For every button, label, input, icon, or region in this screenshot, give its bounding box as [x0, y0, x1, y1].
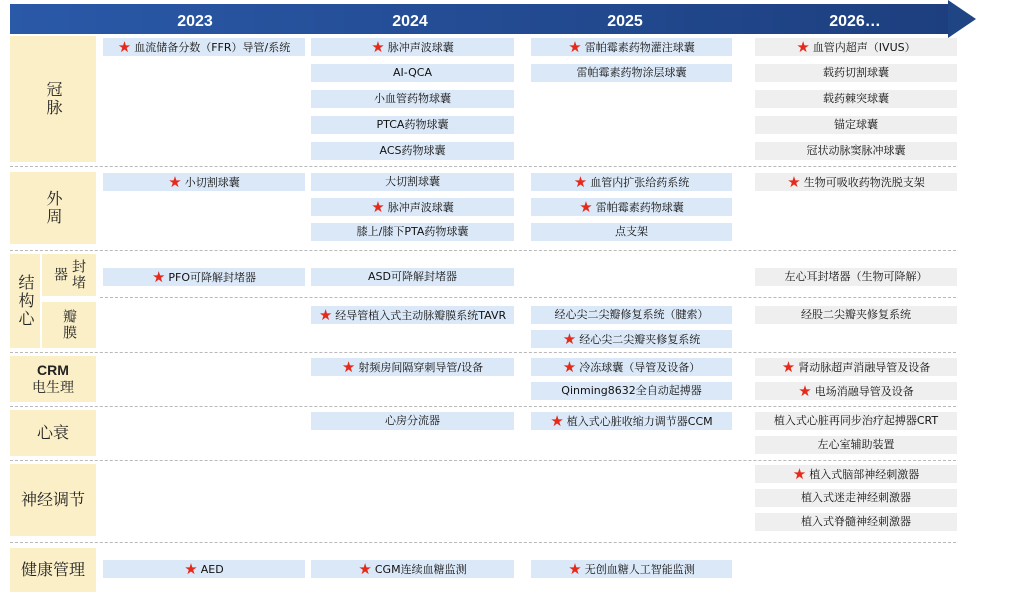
row-divider [10, 352, 956, 353]
star-icon: ★ [318, 306, 333, 324]
year-label-2026: 2026… [829, 13, 881, 30]
roadmap-item [531, 306, 732, 324]
roadmap-item-label: 植入式脊髓神经刺激器 [801, 515, 911, 528]
star-icon: ★ [371, 198, 385, 216]
row-divider [10, 542, 956, 543]
roadmap-item-label: Qinming8632全自动起搏器 [561, 384, 702, 397]
category-crm-subtitle: 电生理 [32, 380, 74, 396]
row-divider [10, 406, 956, 407]
roadmap-item [311, 223, 514, 241]
category-structural-heart: 结构心 [10, 254, 40, 348]
star-icon: ★ [550, 412, 564, 430]
roadmap-item [311, 306, 514, 324]
roadmap-item-label: 小血管药物球囊 [374, 92, 451, 105]
roadmap-item [755, 465, 957, 483]
star-icon: ★ [573, 173, 588, 191]
row-divider [10, 460, 956, 461]
roadmap-item [103, 268, 305, 286]
roadmap-item-label: 血管内扩张给药系统 [590, 176, 690, 189]
category-health-management: 健康管理 [10, 548, 96, 592]
roadmap-item [755, 412, 957, 430]
roadmap-item [755, 64, 957, 82]
roadmap-item [311, 198, 514, 216]
roadmap-item [103, 173, 305, 191]
roadmap-item [755, 306, 957, 324]
roadmap-item [311, 142, 514, 160]
roadmap-item-label: 植入式脑部神经刺激器 [809, 468, 920, 481]
star-icon: ★ [562, 330, 577, 348]
roadmap-item [311, 90, 514, 108]
roadmap-item-label: 心房分流器 [385, 414, 440, 427]
star-icon: ★ [568, 38, 582, 56]
star-icon: ★ [787, 173, 801, 191]
category-peripheral: 外周 [10, 172, 96, 244]
roadmap-item [531, 173, 732, 191]
category-neuromodulation: 神经调节 [10, 464, 96, 536]
star-icon: ★ [798, 382, 812, 400]
star-icon: ★ [781, 358, 796, 376]
roadmap-item-label: 冷冻球囊（导管及设备） [579, 361, 701, 374]
roadmap-item-label: AED [200, 563, 224, 576]
roadmap-item-label: AI-QCA [392, 66, 432, 79]
roadmap-item [755, 90, 957, 108]
roadmap-item-label: 脉冲声波球囊 [387, 201, 454, 214]
roadmap-item-label: 冠状动脉窦脉冲球囊 [806, 144, 906, 157]
roadmap-item [531, 412, 732, 430]
star-icon: ★ [792, 465, 807, 483]
roadmap-item-label: 射频房间隔穿刺导管/设备 [358, 361, 484, 374]
roadmap-item-label: 经心尖二尖瓣修复系统（腱索） [554, 308, 709, 321]
roadmap-item [755, 173, 957, 191]
roadmap-item [311, 560, 514, 578]
roadmap-item [311, 38, 514, 56]
roadmap-item-label: CGM连续血糖监测 [374, 563, 467, 576]
roadmap-item [531, 223, 732, 241]
roadmap-item-label: 左心耳封堵器（生物可降解） [784, 270, 928, 283]
roadmap-item-label: 雷帕霉素药物球囊 [595, 201, 684, 214]
timeline-arrow-icon [948, 0, 976, 38]
roadmap-item-label: 植入式心脏收缩力调节器CCM [566, 415, 713, 428]
roadmap-item-label: 血管内超声（IVUS） [812, 41, 916, 54]
roadmap-item [311, 116, 514, 134]
roadmap-item-label: 生物可吸收药物洗脱支架 [803, 176, 925, 189]
roadmap-item-label: 载药切割球囊 [823, 66, 889, 79]
category-heart-failure: 心衰 [10, 410, 96, 456]
roadmap-item [311, 173, 514, 191]
star-icon: ★ [341, 358, 356, 376]
roadmap-item-label: 经导管植入式主动脉瓣膜系统TAVR [335, 309, 507, 322]
roadmap-item [755, 116, 957, 134]
star-icon: ★ [568, 560, 582, 578]
category-crm [10, 356, 96, 402]
category-coronary: 冠脉 [10, 36, 96, 162]
roadmap-item [531, 64, 732, 82]
roadmap-item-label: 植入式迷走神经刺激器 [801, 491, 911, 504]
star-icon: ★ [579, 198, 593, 216]
year-label-2025: 2025 [607, 13, 643, 30]
category-crm-title: CRM [37, 362, 69, 378]
roadmap-item-label: 雷帕霉素药物灌注球囊 [584, 41, 695, 54]
roadmap-item-label: ASD可降解封堵器 [368, 270, 457, 283]
star-icon: ★ [562, 358, 577, 376]
roadmap-item [755, 142, 957, 160]
category-occluder: 封堵器 [42, 254, 96, 296]
roadmap-item [531, 198, 732, 216]
roadmap-item [531, 38, 732, 56]
roadmap-item [755, 382, 957, 400]
roadmap-item-label: 肾动脉超声消融导管及设备 [798, 361, 931, 374]
roadmap-item-label: 载药棘突球囊 [823, 92, 889, 105]
roadmap-item-label: 无创血糖人工智能监测 [584, 563, 695, 576]
roadmap-item [755, 513, 957, 531]
star-icon: ★ [184, 560, 198, 578]
roadmap-item [103, 560, 305, 578]
roadmap-item-label: 雷帕霉素药物涂层球囊 [576, 66, 687, 79]
year-label-2023: 2023 [177, 13, 213, 30]
roadmap-item [755, 38, 957, 56]
roadmap-item-label: 左心室辅助装置 [817, 438, 895, 451]
roadmap-item-label: PFO可降解封堵器 [168, 271, 257, 284]
roadmap-item [311, 358, 514, 376]
roadmap-item-label: PTCA药物球囊 [376, 118, 449, 131]
roadmap-item [531, 358, 732, 376]
roadmap-item [531, 382, 732, 400]
roadmap-item-label: ACS药物球囊 [379, 144, 446, 157]
roadmap-item-label: 膝上/膝下PTA药物球囊 [356, 225, 469, 238]
row-divider [10, 166, 956, 167]
roadmap-item [531, 330, 732, 348]
star-icon: ★ [358, 560, 372, 578]
roadmap-item-label: 小切割球囊 [184, 176, 240, 189]
roadmap-item [755, 489, 957, 507]
roadmap-item [311, 412, 514, 430]
star-icon: ★ [151, 268, 166, 286]
star-icon: ★ [168, 173, 182, 191]
row-divider [10, 250, 956, 251]
roadmap-item-label: 脉冲声波球囊 [387, 41, 454, 54]
roadmap-item-label: 电场消融导管及设备 [814, 385, 914, 398]
roadmap-item [531, 560, 732, 578]
roadmap-item-label: 锚定球囊 [834, 118, 878, 131]
roadmap-item-label: 经心尖二尖瓣夹修复系统 [579, 333, 701, 346]
star-icon: ★ [371, 38, 385, 56]
year-label-2024: 2024 [392, 13, 428, 30]
roadmap-item [755, 268, 957, 286]
roadmap-item-label: 经股二尖瓣夹修复系统 [801, 308, 911, 321]
roadmap-item [755, 358, 957, 376]
star-icon: ★ [796, 38, 810, 56]
roadmap-item-label: 血流储备分数（FFR）导管/系统 [134, 41, 291, 54]
roadmap-item [755, 436, 957, 454]
roadmap-item [103, 38, 305, 56]
star-icon: ★ [117, 38, 132, 56]
roadmap-item [311, 64, 514, 82]
roadmap-item-label: 大切割球囊 [385, 175, 440, 188]
row-divider [100, 297, 956, 298]
roadmap-item-label: 植入式心脏再同步治疗起搏器CRT [773, 414, 939, 427]
roadmap-item-label: 点支架 [615, 225, 648, 238]
roadmap-item [311, 268, 514, 286]
category-valve: 瓣膜 [42, 302, 96, 348]
